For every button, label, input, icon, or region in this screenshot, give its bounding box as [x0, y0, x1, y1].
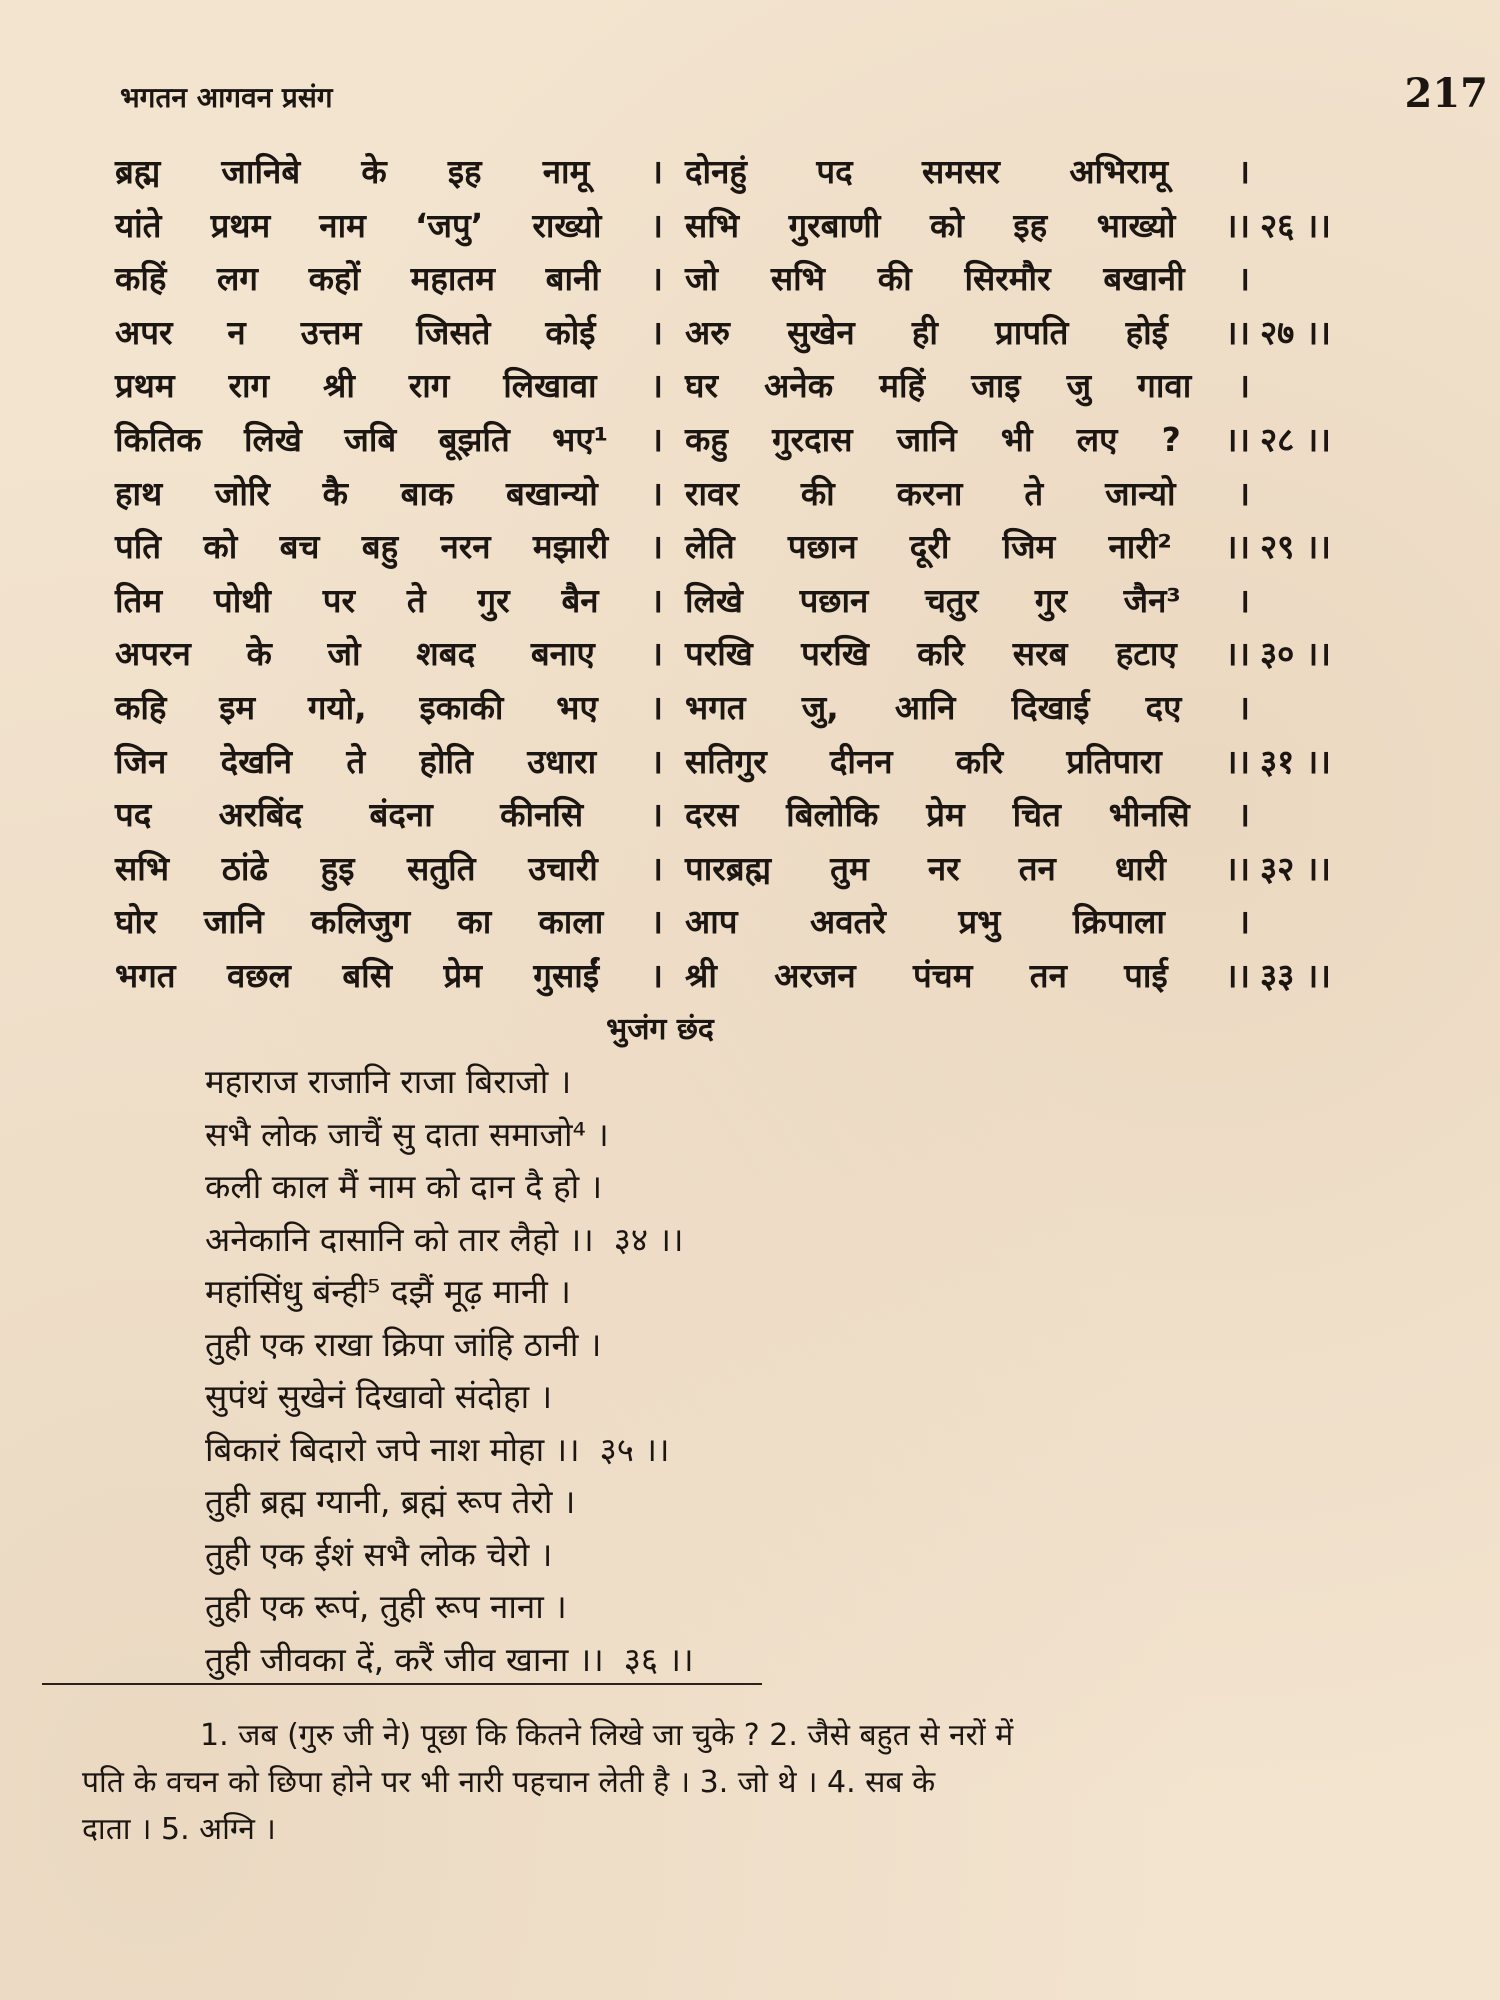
verse-half: सतिगुर दीनन करि प्रतिपारा ।।: [685, 741, 1250, 781]
verse-line: [115, 362, 1345, 416]
verse-half: कहिं लग कहों महातम बानी ।: [115, 259, 663, 299]
verse-number: [575, 1482, 595, 1521]
section-heading: भुजंग छंद: [606, 1012, 714, 1047]
verse-line: [115, 148, 1345, 202]
verse-half: जो सभि की सिरमौर बखानी ।: [685, 259, 1250, 299]
verse-number: [567, 1587, 587, 1626]
verse-number: [571, 1062, 591, 1101]
chhand-text: बिकारं बिदारो जपे नाश मोहा ।।: [205, 1429, 580, 1469]
verse-line: [115, 898, 1345, 952]
verse-half: आप अवतरे प्रभु क्रिपाला ।: [685, 902, 1250, 942]
chhand-text: सुपंथं सुखेनं दिखावो संदोहा ।: [205, 1377, 553, 1416]
chhand-text: तुही एक रूपं, तुही रूप नाना ।: [205, 1587, 567, 1626]
verse-line: [115, 470, 1345, 524]
verse-number: [552, 1377, 572, 1416]
verse-number: ३० ।।: [1260, 634, 1331, 674]
chhand-text: अनेकानि दासानि को तार लैहो ।।: [205, 1219, 594, 1259]
page-number: 217: [1404, 70, 1488, 117]
verse-number: [601, 1325, 621, 1364]
chhand-line: [205, 1373, 694, 1426]
verse-half: लेति पछान दूरी जिम नारी² ।।: [685, 527, 1250, 567]
chhand-line: [205, 1268, 694, 1321]
verse-half: सभि ठांढे हुइ सतुति उचारी ।: [115, 848, 663, 888]
verse-line: [115, 630, 1345, 684]
verse-line: [115, 684, 1345, 738]
verse-number: ३६ ।।: [623, 1639, 694, 1679]
verse-line: [115, 255, 1345, 309]
chhand-text: तुही ब्रह्म ग्यानी, ब्रह्मं रूप तेरो ।: [205, 1482, 576, 1521]
footnote-line: पति के वचन को छिपा होने पर भी नारी पहचान लेती है । 3. जो थे । 4. सब के: [82, 1765, 936, 1800]
chhand-line: [205, 1531, 694, 1584]
verse-half: पारब्रह्म तुम नर तन धारी ।।: [685, 848, 1250, 888]
verse-half: हाथ जोरि कै बाक बखान्यो ।: [115, 473, 663, 513]
chhand-text: तुही जीवका दें, करैं जीव खाना ।।: [205, 1639, 604, 1679]
footnote-line: 1. जब (गुरु जी ने) पूछा कि कितने लिखे जा चुके ? 2. जैसे बहुत से नरों में: [200, 1718, 1014, 1753]
verse-line: [115, 416, 1345, 470]
running-head: भगतन आगवन प्रसंग: [120, 81, 333, 114]
chhand-text: तुही एक ईशं सभै लोक चेरो ।: [205, 1534, 553, 1574]
verse-half: भगत वछल बसि प्रेम गुसाईं ।: [115, 955, 663, 995]
verse-number: ३२ ।।: [1260, 848, 1331, 888]
verse-half: दरस बिलोकि प्रेम चित भीनसि ।: [685, 795, 1250, 835]
verse-half: तिम पोथी पर ते गुर बैन ।: [115, 580, 663, 620]
verse-number: [552, 1535, 572, 1574]
verse-half: ब्रह्म जानिबे के इह नामू ।: [115, 152, 663, 191]
chhand-text: महाराज राजानि राजा बिराजो ।: [205, 1062, 572, 1101]
verse-number: ३५ ।।: [599, 1429, 670, 1469]
verse-number: [609, 1115, 629, 1154]
verse-number: ३४ ।।: [613, 1219, 684, 1259]
verse-line: [115, 952, 1345, 1006]
verse-number: २९ ।।: [1260, 527, 1331, 567]
verse-half: श्री अरजन पंचम तन पाई ।।: [685, 955, 1250, 995]
verse-half: भगत जु, आनि दिखाई दए ।: [685, 687, 1250, 727]
verse-line: [115, 202, 1345, 256]
verse-half: रावर की करना ते जान्यो ।: [685, 473, 1250, 513]
chhand-line: [205, 1321, 694, 1374]
verse-line: [115, 523, 1345, 577]
footnote-divider: [42, 1683, 762, 1685]
verse-line: [115, 845, 1345, 899]
verse-line: [115, 738, 1345, 792]
verse-half: कितिक लिखे जबि बूझति भए¹ ।: [115, 419, 663, 459]
chhand-line: [205, 1058, 694, 1111]
bhujang-chhand-verses: [205, 1058, 694, 1688]
chhand-line: [205, 1478, 694, 1531]
verse-half: अपर न उत्तम जिसते कोई ।: [115, 312, 663, 352]
verse-line: [115, 791, 1345, 845]
verse-half: घर अनेक महिं जाइ जु गावा ।: [685, 366, 1250, 406]
chhand-line: [205, 1111, 694, 1164]
verse-number: ३१ ।।: [1260, 741, 1331, 781]
verse-half: अपरन के जो शबद बनाए ।: [115, 634, 663, 674]
verse-number: [571, 1272, 591, 1311]
chhand-line: [205, 1216, 694, 1269]
verse-half: प्रथम राग श्री राग लिखावा ।: [115, 366, 663, 406]
verse-number: २६ ।।: [1260, 205, 1331, 245]
verse-half: सभि गुरबाणी को इह भाख्यो ।।: [685, 205, 1250, 245]
verse-half: पति को बच बहु नरन मझारी ।: [115, 527, 663, 567]
verse-line: [115, 577, 1345, 631]
verse-half: लिखे पछान चतुर गुर जैन³ ।: [685, 580, 1250, 620]
chaupai-verses: [115, 148, 1345, 1006]
chhand-text: सभै लोक जाचैं सु दाता समाजो⁴ ।: [205, 1114, 609, 1154]
chhand-line: [205, 1163, 694, 1216]
chhand-text: तुही एक राखा क्रिपा जांहि ठानी ।: [205, 1324, 602, 1364]
verse-number: [602, 1167, 622, 1206]
verse-half: पद अरबिंद बंदना कीनसि ।: [115, 795, 663, 835]
chhand-text: कली काल मैं नाम को दान दै हो ।: [205, 1167, 603, 1206]
verse-half: घोर जानि कलिजुग का काला ।: [115, 902, 663, 942]
verse-number: २७ ।।: [1260, 312, 1331, 352]
chhand-line: [205, 1583, 694, 1636]
verse-half: दोनहुं पद समसर अभिरामू ।: [685, 152, 1250, 191]
section-heading-wrap: [0, 1007, 1500, 1048]
chhand-line: [205, 1636, 694, 1689]
verse-half: अरु सुखेन ही प्रापति होई ।।: [685, 312, 1250, 352]
verse-half: यांते प्रथम नाम ‘जपु’ राख्यो ।: [115, 205, 663, 245]
chhand-text: महांसिंधु बंन्ही⁵ दझैं मूढ़ मानी ।: [205, 1272, 571, 1311]
footnotes: [82, 1712, 1452, 1853]
verse-half: परखि परखि करि सरब हटाए ।।: [685, 634, 1250, 674]
verse-number: ३३ ।।: [1260, 955, 1331, 995]
verse-half: कहि इम गयो, इकाकी भए ।: [115, 687, 663, 727]
chhand-line: [205, 1426, 694, 1479]
verse-half: जिन देखनि ते होति उधारा ।: [115, 741, 663, 781]
verse-number: २८ ।।: [1260, 419, 1331, 459]
verse-half: कहु गुरदास जानि भी लए ? ।।: [685, 419, 1250, 459]
verse-line: [115, 309, 1345, 363]
footnote-line: दाता । 5. अग्नि ।: [82, 1812, 276, 1847]
